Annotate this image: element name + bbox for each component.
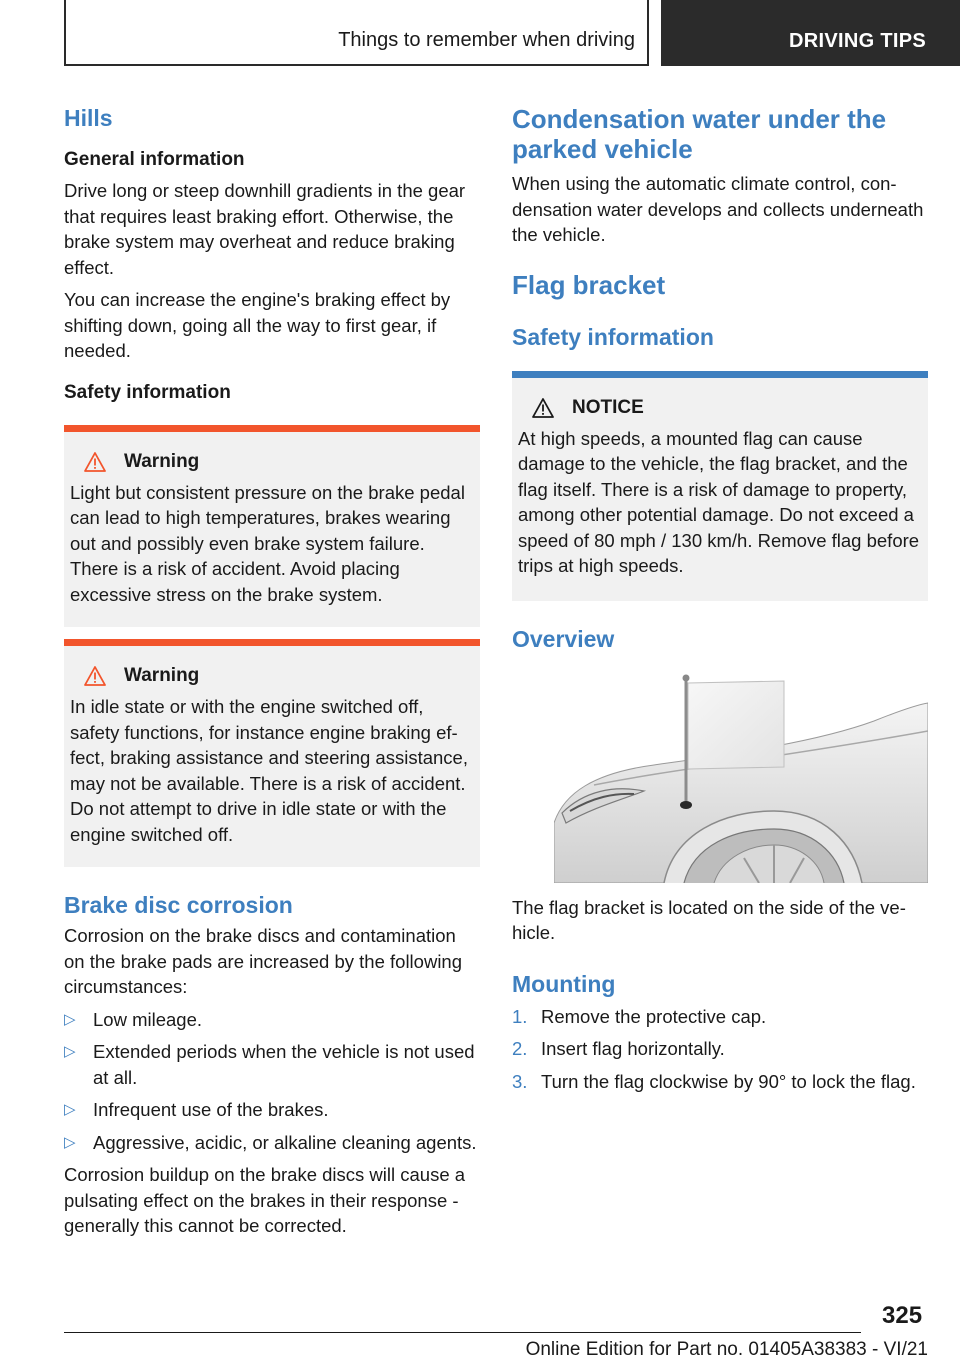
notice-triangle-icon bbox=[532, 398, 554, 418]
section-tab bbox=[661, 0, 960, 66]
flag-safety-heading: Safety information bbox=[512, 323, 714, 350]
overview-heading: Overview bbox=[512, 625, 615, 652]
step-number: 1. bbox=[512, 1005, 528, 1027]
mounting-heading: Mounting bbox=[512, 970, 616, 997]
flag-bracket-figure bbox=[554, 673, 928, 883]
warning-triangle-icon bbox=[84, 666, 106, 686]
list-item bbox=[512, 1036, 928, 1062]
footer-divider bbox=[64, 1332, 861, 1333]
bullet-triangle-icon: ▷ bbox=[64, 1010, 76, 1028]
hills-heading: Hills bbox=[64, 105, 113, 131]
warning-title-text: Warning bbox=[124, 450, 200, 472]
warning-title-text: Warning bbox=[124, 665, 200, 686]
step-number: 3. bbox=[512, 1070, 528, 1092]
hills-paragraph-2: You can increase the engine's braking effect by shifting down, going all the way to first gear, if needed. bbox=[64, 289, 451, 361]
brake-disc-intro: Corrosion on the brake discs and contamination on the brake pads are increased by the following circumstances: bbox=[64, 925, 463, 997]
bullet-triangle-icon: ▷ bbox=[64, 1101, 76, 1118]
general-info-heading: General information bbox=[64, 149, 245, 170]
list-item: ▷ Low mileage. bbox=[64, 1007, 480, 1033]
list-item: ▷ Aggressive, acidic, or alkaline cleaning agents. bbox=[64, 1130, 480, 1156]
notice-text: At high speeds, a mounted flag can cause damage to the vehicle, the flag bracket, and the flag itself. There is a risk of damage to property, among other potential damage. Do not exceed a speed of 80 mph / 130 km/h. Remove flag before trips at high speeds. bbox=[518, 427, 920, 576]
step-text: Turn the flag clockwise by 90° to lock the flag. bbox=[541, 1070, 916, 1092]
warning-title bbox=[70, 664, 474, 688]
flag-bracket-heading: Flag bracket bbox=[512, 269, 666, 300]
list-item bbox=[512, 1004, 928, 1030]
chapter-title: Things to remember when driving bbox=[338, 29, 635, 51]
figure-caption: The flag bracket is located on the side of the vehicle. bbox=[512, 896, 906, 943]
step-number: 2. bbox=[512, 1038, 528, 1059]
condensation-heading: Condensation water under the parked vehicle bbox=[512, 104, 887, 164]
list-item: ▷ Extended periods when the vehicle is not used at all. bbox=[64, 1039, 480, 1090]
section-title: DRIVING TIPS bbox=[789, 30, 926, 52]
brake-disc-heading: Brake disc corrosion bbox=[64, 892, 293, 918]
car-flag-illustration bbox=[554, 673, 928, 883]
list-item: ▷ Infrequent use of the brakes. bbox=[64, 1097, 480, 1123]
warning-text: Light but consistent pressure on the brake pedal can lead to high temperatures, brakes wearing out and possibly even brake system failure. There is a risk of accident. Avoid placing excessive stress on the brake system. bbox=[70, 481, 465, 605]
brake-disc-list bbox=[64, 1007, 480, 1156]
page-number: 325 bbox=[882, 1302, 923, 1329]
chapter-tab bbox=[64, 0, 649, 66]
hills-paragraph-1: Drive long or steep downhill gradients in the gear that requires least braking effort. Otherwise, the brake system may overheat and reduce braking effect. bbox=[64, 180, 466, 278]
warning-triangle-icon bbox=[84, 452, 106, 472]
bullet-triangle-icon: ▷ bbox=[64, 1043, 76, 1060]
edition-footer: Online Edition for Part no. 01405A38383 - VI/21 bbox=[525, 1339, 928, 1360]
left-column bbox=[64, 100, 480, 1239]
right-column bbox=[512, 100, 928, 1101]
warning-title bbox=[70, 450, 474, 474]
mounting-steps bbox=[512, 1004, 928, 1095]
safety-info-heading: Safety information bbox=[64, 381, 231, 403]
page-header bbox=[0, 0, 960, 66]
warning-text: In idle state or with the engine switched off, safety functions, for instance engine braking effect, braking assistance and steering assistance, may not be available. There is a risk of accident. Do not attempt to drive in idle state or with the engine switched off. bbox=[70, 696, 468, 845]
brake-disc-outro: Corrosion buildup on the brake discs will cause a pulsating effect on the brakes in their response - generally this cannot be corrected. bbox=[64, 1164, 466, 1236]
warning-box-1 bbox=[64, 425, 480, 628]
step-text: Remove the protective cap. bbox=[541, 1005, 767, 1027]
bullet-triangle-icon: ▷ bbox=[64, 1133, 76, 1151]
notice-box bbox=[512, 371, 928, 601]
list-item bbox=[512, 1069, 928, 1095]
notice-title-text: NOTICE bbox=[572, 396, 644, 418]
notice-title bbox=[518, 396, 922, 420]
step-text: Insert flag horizontally. bbox=[541, 1038, 725, 1059]
condensation-text: When using the automatic climate control, condensation water develops and collects underneath the vehicle. bbox=[512, 173, 924, 245]
warning-box-2 bbox=[64, 639, 480, 867]
